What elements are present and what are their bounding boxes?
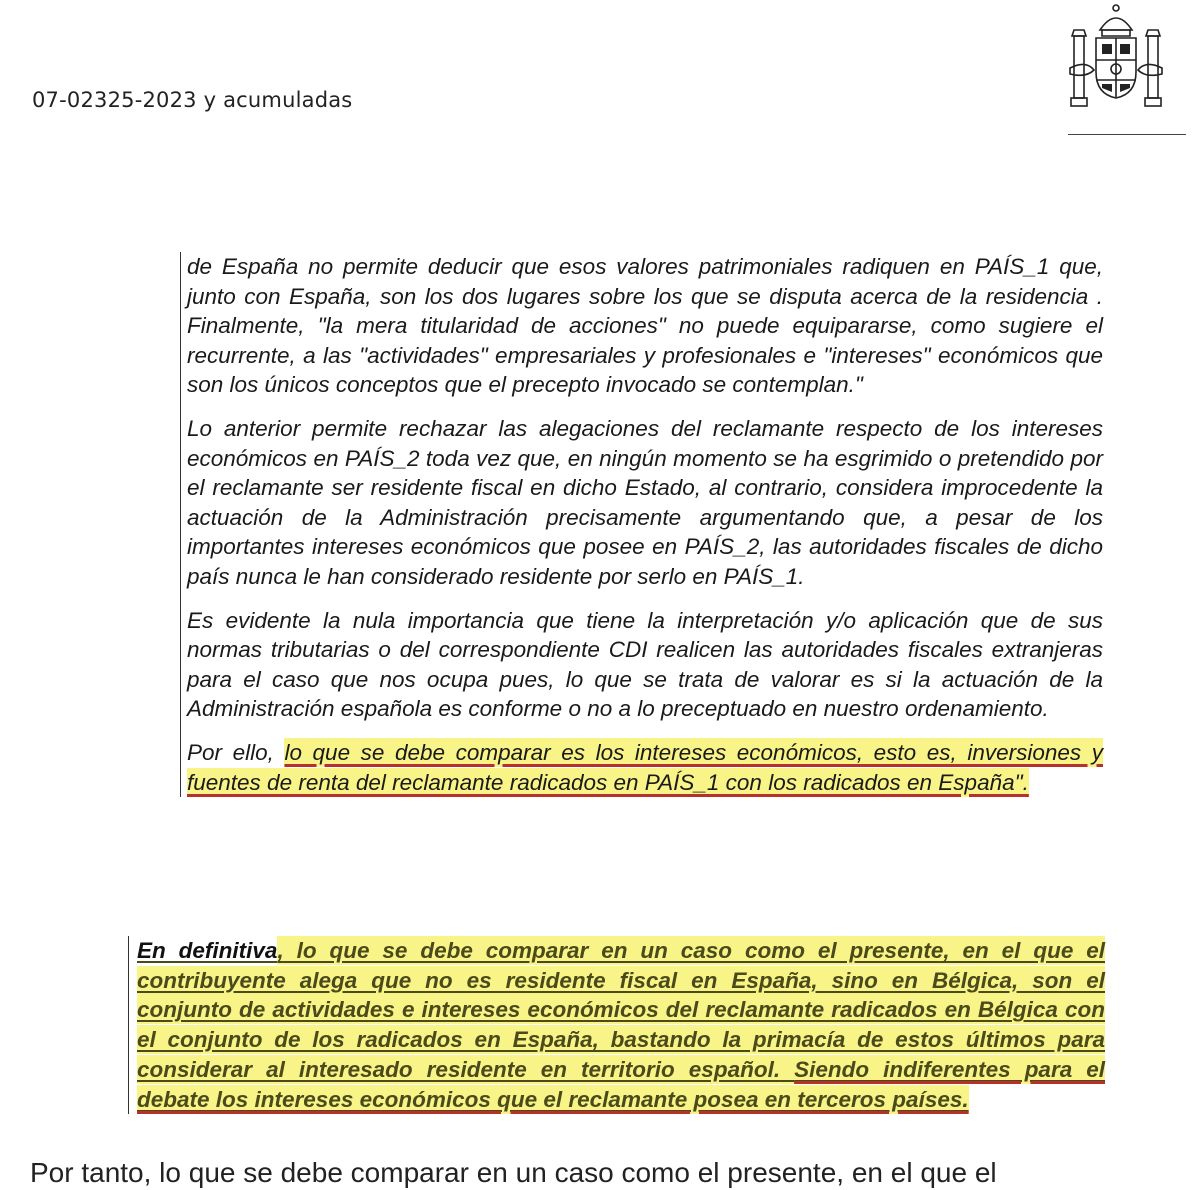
conclusion-highlight [137,936,1105,1114]
highlighted-passage: lo que se debe comparar es los intereses económicos, esto es, inversiones y fuentes de renta del reclamante radicados en PAÍS_1 con los radicados en España". [187,739,1103,795]
quote-paragraph-3: Es evidente la nula importancia que tiene la interpretación y/o aplicación que de sus normas tributarias o del correspondiente CDI realicen las autoridades fiscales extranjeras para el caso que nos ocupa pues, lo que se trata de valorar es si la actuación de la Administración española es conforme o no a lo preceptuado en nuestro ordenamiento. [187,607,1103,722]
quoted-block [180,252,1103,797]
conclusion-part-1: , lo que se debe comparar en un caso como el presente, en el que el contribuyente alega que no es residente fiscal en España, sino en Bélgica, son el conjunto de actividades e intereses económicos del reclamante radicados en Bélgica con el conjunto de los radicados en España, bastando la primacía de estos últimos para considerar al interesado residente en territorio español. [137,938,1106,1082]
conclusion-lead: En definitiva [137,938,278,963]
next-paragraph-cut [30,1154,1190,1188]
spain-coat-of-arms-icon [1066,2,1166,114]
quote-paragraph-2: Lo anterior permite rechazar las alegaciones del reclamante respecto de los intereses económicos en PAÍS_2 toda vez que, en ningún momento se ha esgrimido o pretendido por el reclamante ser residente fiscal en dicho Estado, al contrario, considera improcedente la actuación de la Administración precisamente argumentando que, a pesar de los importantes intereses económicos que posee en PAÍS_2, las autoridades fiscales de dicho país nunca le han considerado residente por serlo en PAÍS_1. [187,415,1103,589]
document-reference: 07-02325-2023 y acumuladas [32,88,353,112]
quote-paragraph-4 [187,738,1103,797]
conclusion-part-2: Siendo indiferentes para el debate los intereses económicos que el reclamante posea en terceros países. [137,1056,1106,1112]
quote-paragraph-1: de España no permite deducir que esos valores patrimoniales radiquen en PAÍS_1 que, junto con España, son los dos lugares sobre los que se disputa acerca de la residencia . Finalmente, "la mera titularidad de acciones" no puede equipararse, como sugiere el recurrente, a las "actividades" empresariales y profesionales e "intereses" económicos que son los únicos conceptos que el precepto invocado se contemplan." [187,254,1103,398]
quote-paragraph-4-prefix: Por ello, [187,739,285,765]
header-rule [1068,134,1186,135]
next-paragraph-text: Por tanto, lo que se debe comparar en un caso como el presente, en el que el [30,1157,997,1188]
conclusion-paragraph [128,936,1105,1114]
